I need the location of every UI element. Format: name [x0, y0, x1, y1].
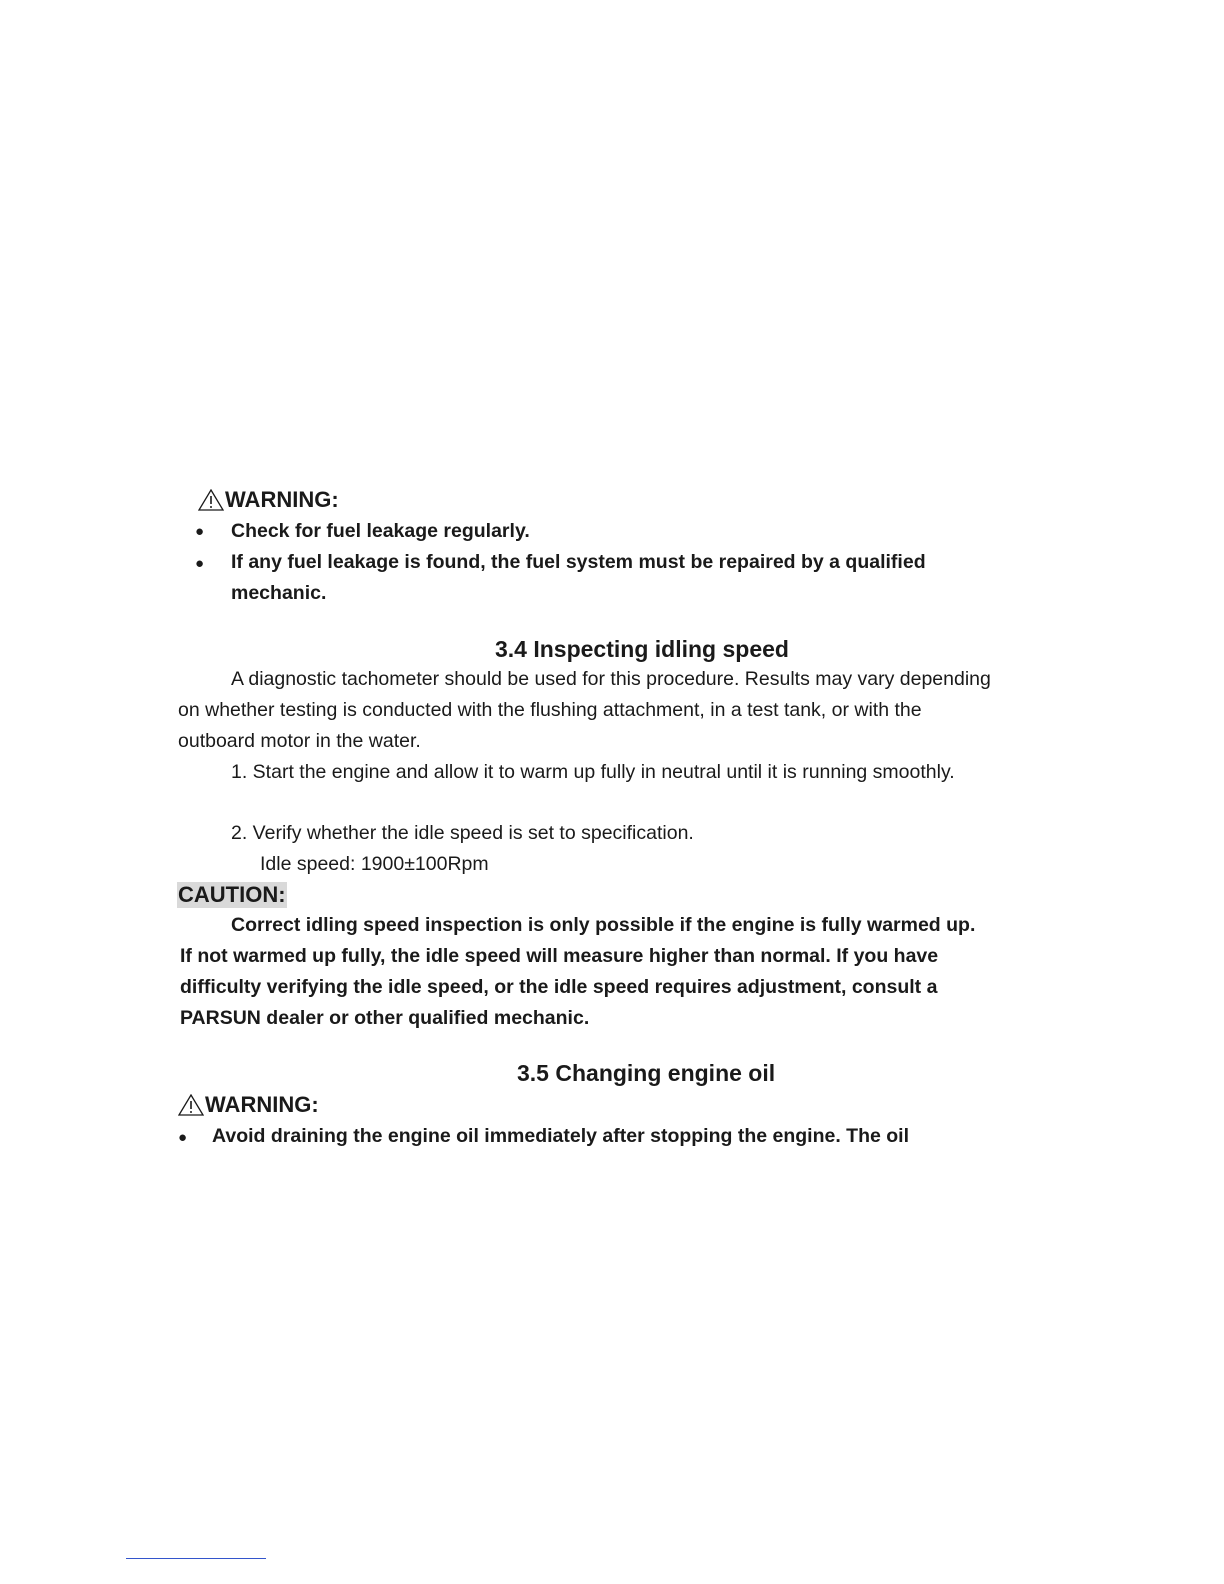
bullet-icon: ● [195, 555, 205, 572]
paragraph-line-2: on whether testing is conducted with the flushing attachment, in a test tank, or with the [178, 699, 922, 721]
caution-line-2: If not warmed up fully, the idle speed will measure higher than normal. If you have [180, 945, 939, 967]
caution-heading: CAUTION: [178, 882, 286, 907]
bullet-icon: ● [195, 523, 205, 540]
warning-heading-1 [198, 487, 339, 513]
warning-title: WARNING: [225, 487, 339, 512]
warning-title: WARNING: [205, 1092, 319, 1117]
paragraph-line-1: A diagnostic tachometer should be used for this procedure. Results may vary depending [231, 668, 991, 690]
warning-heading-2 [178, 1092, 319, 1118]
warning-item-2-line-2: mechanic. [231, 582, 327, 604]
bullet-icon: ● [178, 1129, 188, 1146]
warning-2-item-1: Avoid draining the engine oil immediately after stopping the engine. The oil [212, 1125, 910, 1147]
warning-triangle-icon [198, 489, 224, 511]
idle-speed-spec: Idle speed: 1900±100Rpm [260, 853, 489, 875]
warning-triangle-icon [178, 1094, 204, 1116]
step-2: 2. Verify whether the idle speed is set to specification. [231, 822, 694, 844]
step-1: 1. Start the engine and allow it to warm up fully in neutral until it is running smoothly. [231, 761, 955, 783]
caution-line-1: Correct idling speed inspection is only possible if the engine is fully warmed up. [231, 914, 976, 936]
caution-line-4: PARSUN dealer or other qualified mechanic. [180, 1007, 590, 1029]
footnote-divider [126, 1558, 266, 1559]
paragraph-line-3: outboard motor in the water. [178, 730, 421, 752]
warning-item-2-line-1: If any fuel leakage is found, the fuel system must be repaired by a qualified [231, 551, 926, 573]
warning-item-1: Check for fuel leakage regularly. [231, 520, 530, 542]
caution-line-3: difficulty verifying the idle speed, or the idle speed requires adjustment, consult a [180, 976, 938, 998]
section-heading-3-5: 3.5 Changing engine oil [517, 1060, 776, 1086]
section-heading-3-4: 3.4 Inspecting idling speed [495, 636, 789, 662]
